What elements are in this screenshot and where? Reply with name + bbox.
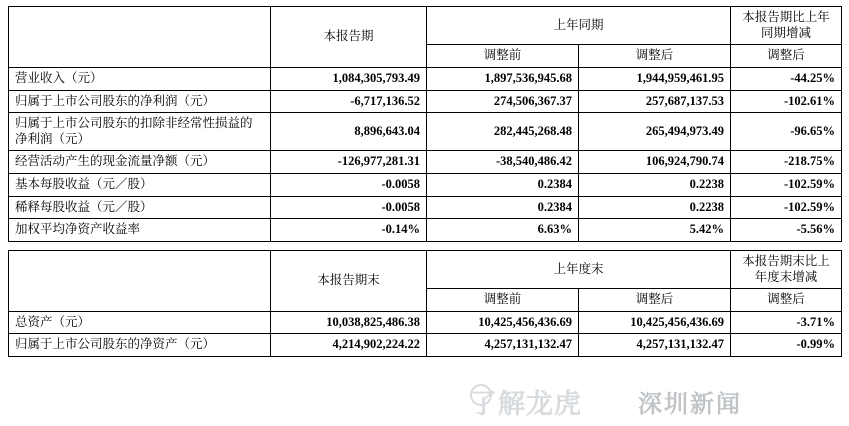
row-value-current: -0.14%	[271, 219, 427, 242]
row-label: 基本每股收益（元／股）	[9, 174, 271, 197]
row-value-current: 1,084,305,793.49	[271, 67, 427, 90]
period-metrics-table	[8, 6, 842, 242]
row-label: 营业收入（元）	[9, 67, 271, 90]
watermark-circle-icon	[470, 384, 492, 406]
row-value-before: 0.2384	[427, 196, 579, 219]
row-value-before: 0.2384	[427, 174, 579, 197]
row-value-change: -5.56%	[731, 219, 842, 242]
row-value-before: 4,257,131,132.47	[427, 334, 579, 357]
row-value-current: 10,038,825,486.38	[271, 311, 427, 334]
row-value-after: 5.42%	[579, 219, 731, 242]
row-label: 归属于上市公司股东的净利润（元）	[9, 90, 271, 113]
header2-corner-blank	[9, 250, 271, 311]
row-value-after: 4,257,131,132.47	[579, 334, 731, 357]
row-value-before: 6.63%	[427, 219, 579, 242]
row-value-change: -218.75%	[731, 151, 842, 174]
table-row	[9, 90, 842, 113]
row-value-after: 1,944,959,461.95	[579, 67, 731, 90]
row-value-after: 10,425,456,436.69	[579, 311, 731, 334]
row-value-current: -126,977,281.31	[271, 151, 427, 174]
row-value-before: 274,506,367.37	[427, 90, 579, 113]
row-value-after: 106,924,790.74	[579, 151, 731, 174]
row-value-after: 0.2238	[579, 196, 731, 219]
table-row	[9, 219, 842, 242]
row-value-change: -102.61%	[731, 90, 842, 113]
table-row	[9, 174, 842, 197]
row-value-change: -102.59%	[731, 196, 842, 219]
watermark-text-primary: 了解龙虎	[470, 389, 582, 419]
row-value-before: 10,425,456,436.69	[427, 311, 579, 334]
row-label: 归属于上市公司股东的净资产（元）	[9, 334, 271, 357]
row-value-before: -38,540,486.42	[427, 151, 579, 174]
row-value-current: -6,717,136.52	[271, 90, 427, 113]
row-value-change: -3.71%	[731, 311, 842, 334]
table-row	[9, 67, 842, 90]
header-corner-blank	[9, 7, 271, 68]
row-value-current: 8,896,643.04	[271, 113, 427, 151]
balance-metrics-table	[8, 250, 842, 357]
row-value-current: 4,214,902,224.22	[271, 334, 427, 357]
header-after-adjustment: 调整后	[579, 45, 731, 68]
row-value-current: -0.0058	[271, 174, 427, 197]
row-label: 归属于上市公司股东的扣除非经常性损益的净利润（元）	[9, 113, 271, 151]
watermark	[470, 380, 840, 424]
header2-change-group: 本报告期末比上年度末增减	[731, 250, 842, 288]
watermark-text-secondary: 深圳新闻	[638, 391, 742, 418]
row-value-before: 1,897,536,945.68	[427, 67, 579, 90]
row-value-change: -102.59%	[731, 174, 842, 197]
table-row	[9, 151, 842, 174]
row-value-change: -96.65%	[731, 113, 842, 151]
header2-after-adjustment: 调整后	[579, 289, 731, 312]
header-prior-period-group: 上年同期	[427, 7, 731, 45]
header-current-period: 本报告期	[271, 7, 427, 68]
table-header-row-top	[9, 7, 842, 45]
header2-before-adjustment: 调整前	[427, 289, 579, 312]
row-label: 稀释每股收益（元／股）	[9, 196, 271, 219]
row-value-change: -44.25%	[731, 67, 842, 90]
row-value-current: -0.0058	[271, 196, 427, 219]
row-label: 总资产（元）	[9, 311, 271, 334]
row-value-after: 265,494,973.49	[579, 113, 731, 151]
row-value-before: 282,445,268.48	[427, 113, 579, 151]
header2-current-period-end: 本报告期末	[271, 250, 427, 311]
table-row	[9, 196, 842, 219]
table-row	[9, 113, 842, 151]
row-value-change: -0.99%	[731, 334, 842, 357]
header-before-adjustment: 调整前	[427, 45, 579, 68]
header2-prior-year-end-group: 上年度末	[427, 250, 731, 288]
table-row	[9, 311, 842, 334]
row-label: 加权平均净资产收益率	[9, 219, 271, 242]
table-row	[9, 334, 842, 357]
row-value-after: 0.2238	[579, 174, 731, 197]
header2-change-after-adjustment: 调整后	[731, 289, 842, 312]
table-spacer	[8, 242, 841, 250]
row-value-after: 257,687,137.53	[579, 90, 731, 113]
row-label: 经营活动产生的现金流量净额（元）	[9, 151, 271, 174]
table2-header-row-top	[9, 250, 842, 288]
header-change-group: 本报告期比上年同期增减	[731, 7, 842, 45]
header-change-after-adjustment: 调整后	[731, 45, 842, 68]
